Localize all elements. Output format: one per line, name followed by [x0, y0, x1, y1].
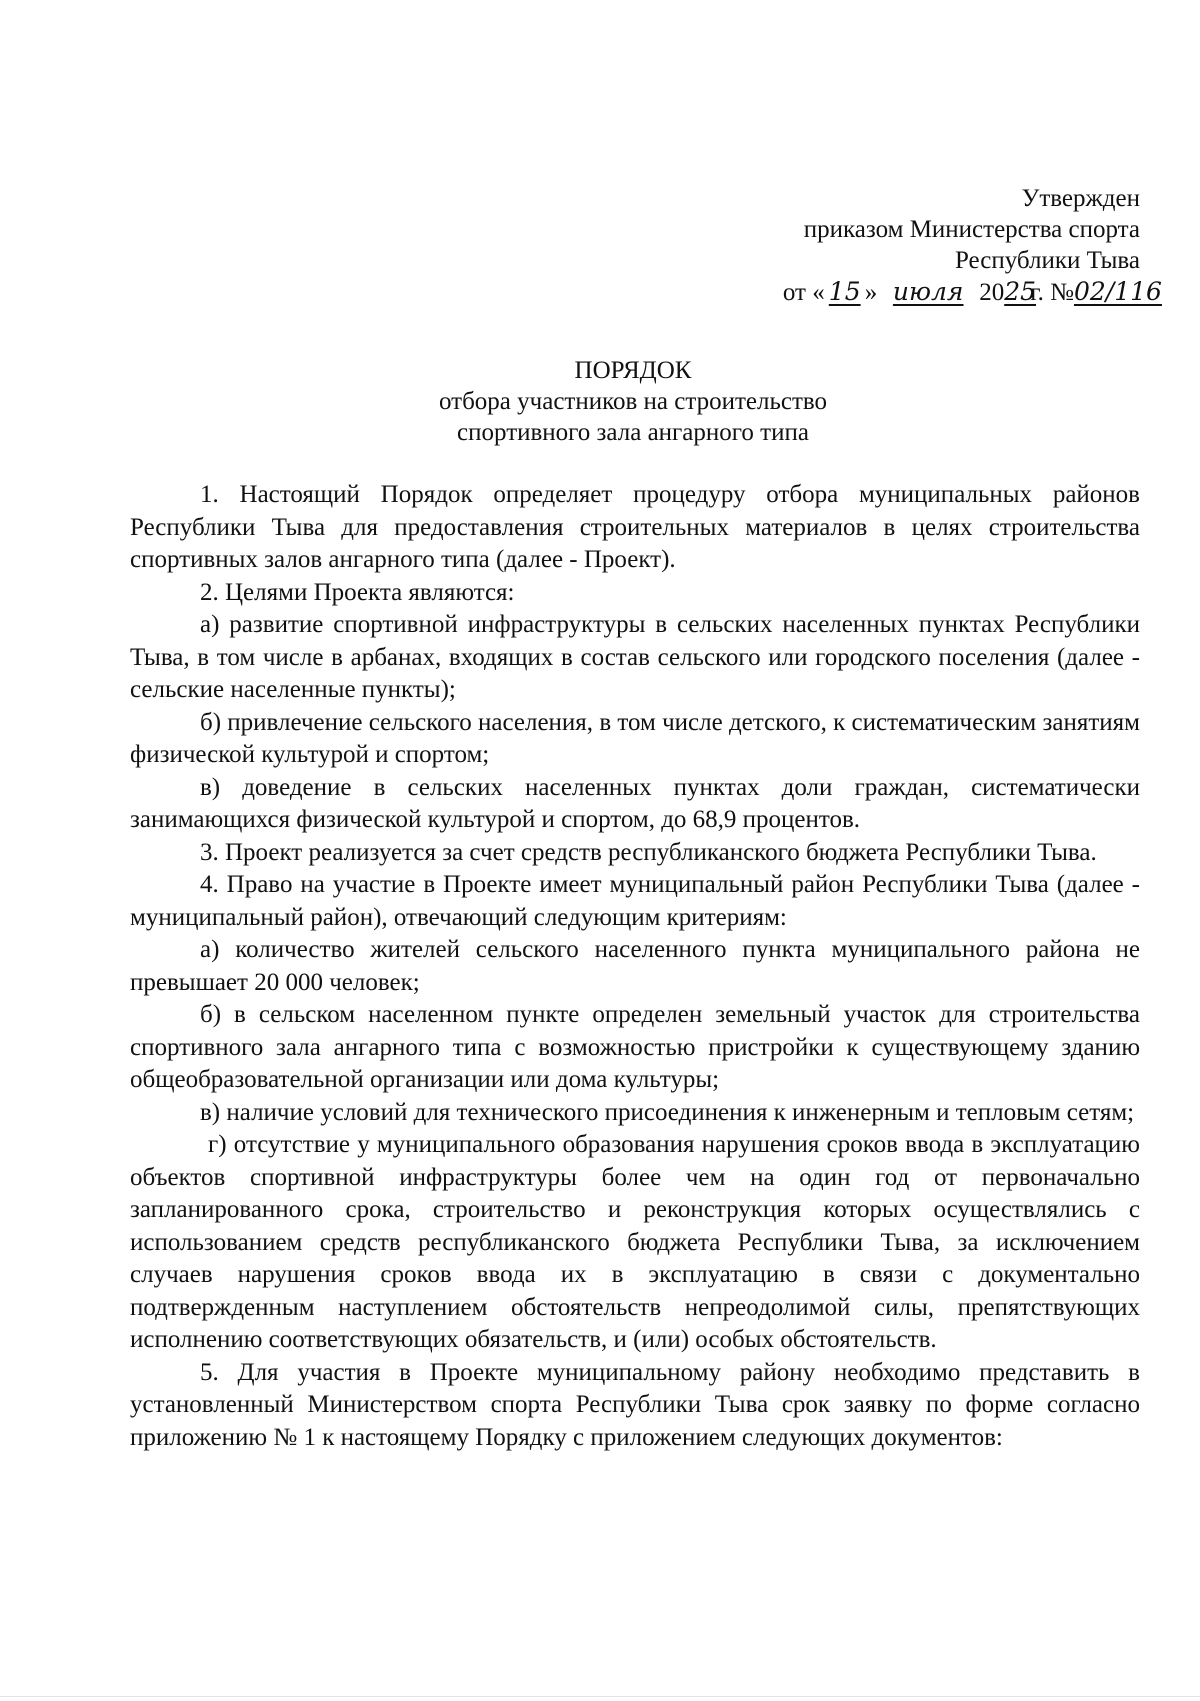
paragraph-2a: а) развитие спортивной инфраструктуры в сельских населенных пунктах Республики Тыва, в том числе в арбанах, входящих в состав сельского или городского поселения (далее - сельские населенные пункты); — [130, 611, 1140, 703]
approval-line-approved: Утвержден — [1021, 185, 1140, 212]
date-prefix: от « — [782, 279, 825, 306]
handwritten-year: 25 — [1004, 277, 1037, 306]
document-subtitle-line-2: спортивного зала ангарного типа — [457, 419, 809, 446]
paragraph-2c: в) доведение в сельских населенных пунктах доли граждан, систематически занимающихся физической культурой и спортом, до 68,9 процентов. — [130, 773, 1140, 833]
paragraph-4d: г) отсутствие у муниципального образования нарушения сроков ввода в эксплуатацию объектов спортивной инфраструктуры более чем на один год от первоначально запланированного срока, строительство и реконструкция которых осуществлялись с использованием средств республиканского бюджета Республики Тыва, за исключением случаев нарушения сроков ввода их в эксплуатацию в связи с документально подтвержденным наступлением обстоятельств непреодолимой силы, препятствующих исполнению соответствующих обязательств, и (или) особых обстоятельств. — [130, 1131, 1140, 1353]
document-subtitle-line-1: отбора участников на строительство — [438, 388, 828, 415]
paragraph-5: 5. Для участия в Проекте муниципальному району необходимо представить в установленный Министерством спорта Республики Тыва срок заявку по форме согласно приложению № 1 к настоящему Порядку с приложением следующих документов: — [130, 1358, 1140, 1451]
date-year-prefix: 20 — [979, 279, 1005, 306]
paragraph-4: 4. Право на участие в Проекте имеет муниципальный район Республики Тыва (далее - муниципальный район), отвечающий следующим критериям: — [130, 871, 1140, 931]
scan-artifact-line — [0, 1696, 1200, 1697]
approval-stamp-block — [782, 183, 1162, 308]
approval-line-republic: Республики Тыва — [954, 247, 1140, 274]
approval-line-order: приказом Министерства спорта — [803, 216, 1140, 243]
handwritten-day: 15 — [828, 277, 861, 306]
paragraph-4a: а) количество жителей сельского населенного пункта муниципального района не превышает 20 000 человек; — [130, 936, 1140, 996]
handwritten-month: июля — [892, 277, 964, 306]
document-heading: ПОРЯДОК — [574, 357, 692, 384]
date-year-suffix: г. № — [1030, 279, 1074, 306]
paragraph-3: 3. Проект реализуется за счет средств республиканского бюджета Республики Тыва. — [200, 838, 1097, 866]
document-title-block — [0, 355, 1200, 448]
paragraph-4b: б) в сельском населенном пункте определен земельный участок для строительства спортивного зала ангарного типа с возможностью пристройки к существующему зданию общеобразовательной организации или дома культуры; — [130, 1001, 1140, 1093]
approval-date-line — [782, 276, 1162, 308]
paragraph-4c: в) наличие условий для технического присоединения к инженерным и тепловым сетям; — [200, 1098, 1135, 1126]
paragraph-1: 1. Настоящий Порядок определяет процедуру отбора муниципальных районов Республики Тыва для предоставления строительных материалов в целях строительства спортивных залов ангарного типа (далее - Проект). — [130, 481, 1140, 573]
document-body — [130, 479, 1140, 1454]
paragraph-2b: б) привлечение сельского населения, в том числе детского, к систематическим занятиям физической культурой и спортом; — [130, 708, 1140, 768]
paragraph-2: 2. Целями Проекта являются: — [200, 578, 515, 606]
date-day-suffix: » — [864, 279, 878, 306]
handwritten-order-number: 02/116 — [1074, 277, 1162, 306]
